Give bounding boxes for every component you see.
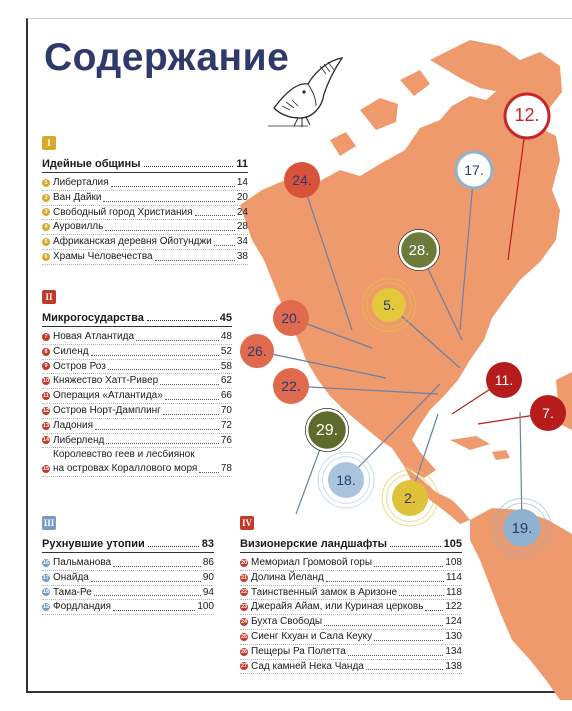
dot-leader <box>425 610 443 611</box>
dot-leader <box>111 186 235 187</box>
entry-number-badge: 2 <box>42 194 50 202</box>
entry-label: Княжество Хатт-Ривер <box>53 375 159 387</box>
dot-leader <box>113 566 201 567</box>
toc-entry[interactable] <box>42 600 214 615</box>
entry-page-number: 72 <box>220 419 232 431</box>
marker-label: 11. <box>494 372 514 388</box>
marker-label: 12. <box>514 105 540 125</box>
marker-label: 2. <box>404 490 416 506</box>
entry-number-badge: 23 <box>240 604 248 611</box>
entry-page-number: 52 <box>220 345 232 357</box>
section-2-heading[interactable] <box>42 312 232 327</box>
entry-number-badge: 19 <box>42 604 50 611</box>
dot-leader <box>95 429 219 430</box>
dot-leader <box>399 595 444 596</box>
entry-page-number: 38 <box>236 250 248 262</box>
entry-number-badge: 9 <box>42 362 50 370</box>
entry-number-badge: 13 <box>42 422 50 429</box>
dot-leader <box>163 414 219 415</box>
entry-page-number: 138 <box>445 660 462 672</box>
marker-label: 5. <box>383 297 395 313</box>
entry-page-number: 14 <box>236 177 248 188</box>
marker-label: 20. <box>281 310 301 326</box>
entry-label: Храмы Человечества <box>53 250 153 262</box>
entry-number-badge: 17 <box>42 574 50 581</box>
entry-page-number: 86 <box>202 557 214 568</box>
entry-label: Операция «Атлантида» <box>53 390 163 402</box>
entry-page-number: 66 <box>220 390 232 402</box>
toc-entry[interactable] <box>42 434 232 449</box>
entry-label: Остров Норт-Дамплинг <box>53 404 161 416</box>
entry-label: Силенд <box>53 345 89 357</box>
toc-entry[interactable] <box>240 600 462 615</box>
dot-leader <box>113 610 195 611</box>
section-4-entries <box>240 556 462 674</box>
entry-page-number: 108 <box>445 557 462 568</box>
entry-page-number: 124 <box>445 616 462 628</box>
section-heading-page: 11 <box>236 158 248 170</box>
section-2-entries <box>42 330 232 477</box>
dot-leader <box>165 399 219 400</box>
entry-number-badge: 25 <box>240 633 248 640</box>
entry-number-badge: 5 <box>42 238 50 246</box>
entry-number-badge: 10 <box>42 378 50 385</box>
entry-number-badge: 18 <box>42 589 50 596</box>
section-heading-label: Рухнувшие утопии <box>42 538 145 550</box>
entry-label: Фордландия <box>53 601 112 613</box>
toc-entry[interactable] <box>42 419 232 434</box>
entry-label: Бухта Свободы <box>251 616 323 628</box>
entry-page-number: 94 <box>202 586 214 598</box>
dot-leader <box>147 312 217 321</box>
entry-label-line-2: на островах Кораллового моря <box>53 463 198 475</box>
north-america-shape <box>240 88 560 478</box>
section-2-marker: II <box>42 290 56 304</box>
dot-leader <box>214 245 235 246</box>
toc-entry[interactable] <box>240 571 462 586</box>
section-heading-page: 83 <box>201 538 214 550</box>
toc-entry[interactable] <box>240 556 462 571</box>
map-marker[interactable] <box>478 395 566 431</box>
toc-entry[interactable] <box>42 571 214 586</box>
entry-label: Сад камней Нека Чанда <box>251 660 364 672</box>
toc-entry[interactable] <box>42 176 248 191</box>
map-marker[interactable] <box>296 408 349 514</box>
dot-leader <box>160 384 219 385</box>
toc-entry[interactable] <box>240 630 462 645</box>
entry-number-badge: 7 <box>42 333 50 341</box>
entry-number-badge: 21 <box>240 574 248 581</box>
entry-label: Свободный город Христиания <box>53 206 193 218</box>
page-title: Содержание <box>44 36 290 79</box>
entry-page-number: 78 <box>220 463 232 475</box>
entry-number-badge: 14 <box>42 437 50 444</box>
entry-number-badge: 8 <box>42 348 50 356</box>
marker-label: 19. <box>511 520 533 537</box>
section-1-heading[interactable] <box>42 158 248 173</box>
section-4 <box>240 516 462 674</box>
entry-page-number: 76 <box>220 434 232 446</box>
section-heading-label: Визионерские ландшафты <box>240 538 387 550</box>
entry-page-number: 130 <box>445 630 462 642</box>
section-3 <box>42 516 214 615</box>
toc-entry[interactable] <box>42 374 232 389</box>
entry-number-badge: 27 <box>240 663 248 670</box>
section-4-heading[interactable] <box>240 538 462 553</box>
section-heading-page: 45 <box>219 312 232 324</box>
dot-leader <box>348 655 443 656</box>
entry-number-badge: 1 <box>42 179 50 187</box>
entry-label: Джерайя Айам, или Куриная церковь <box>251 601 424 613</box>
entry-page-number: 58 <box>220 360 232 372</box>
entry-label <box>53 448 197 476</box>
entry-number-badge: 3 <box>42 208 50 216</box>
dot-leader <box>136 340 219 341</box>
marker-label: 17. <box>464 162 484 178</box>
marker-label: 24. <box>292 172 312 188</box>
section-2 <box>42 290 232 477</box>
marker-label: 28. <box>408 242 430 259</box>
entry-label: Онайда <box>53 571 89 583</box>
toc-entry[interactable] <box>42 389 232 404</box>
entry-page-number: 70 <box>220 404 232 416</box>
dot-leader <box>103 201 234 202</box>
entry-label-line-1: Королевство геев и лесбиянок <box>53 449 195 461</box>
toc-entry[interactable] <box>42 448 232 477</box>
entry-number-badge: 12 <box>42 407 50 414</box>
entry-label: Пальманова <box>53 557 112 568</box>
dot-leader <box>374 566 443 567</box>
toc-entry[interactable] <box>42 250 248 265</box>
dot-leader <box>91 581 201 582</box>
entry-page-number: 20 <box>236 191 248 203</box>
entry-page-number: 24 <box>236 206 248 218</box>
dot-leader <box>324 625 443 626</box>
toc-entry[interactable] <box>42 220 248 235</box>
section-3-heading[interactable] <box>42 538 214 553</box>
entry-number-badge: 20 <box>240 559 248 566</box>
entry-number-badge: 24 <box>240 618 248 625</box>
entry-label: Тама-Ре <box>53 586 92 598</box>
entry-label: Долина Йеланд <box>251 571 324 583</box>
section-heading-page: 105 <box>443 538 462 550</box>
dot-leader <box>374 640 443 641</box>
entry-page-number: 90 <box>202 571 214 583</box>
section-heading-label: Идейные общины <box>42 158 141 170</box>
entry-page-number: 48 <box>220 331 232 342</box>
entry-number-badge: 22 <box>240 589 248 596</box>
marker-label: 26. <box>247 343 267 359</box>
section-1-marker: I <box>42 136 56 150</box>
entry-page-number: 100 <box>197 601 214 613</box>
entry-page-number: 122 <box>445 601 462 613</box>
toc-entry[interactable] <box>240 615 462 630</box>
marker-label: 18. <box>336 472 356 488</box>
entry-number-badge: 4 <box>42 223 50 231</box>
marker-label: 22. <box>281 378 301 394</box>
dot-leader <box>106 443 219 444</box>
entry-page-number: 118 <box>446 586 462 598</box>
entry-number-badge: 6 <box>42 253 50 261</box>
entry-number-badge: 11 <box>43 392 49 399</box>
toc-entry[interactable] <box>240 660 462 675</box>
dot-leader <box>94 595 201 596</box>
dot-leader <box>155 260 235 261</box>
marker-label: 7. <box>542 405 554 421</box>
entry-label: Мемориал Громовой горы <box>251 557 373 568</box>
section-3-marker: III <box>43 518 55 528</box>
dot-leader <box>326 581 444 582</box>
toc-entry[interactable] <box>42 235 248 250</box>
entry-label: Ван Дайки <box>53 191 102 203</box>
toc-entry[interactable] <box>42 586 214 601</box>
dot-leader <box>199 472 219 473</box>
entry-label: Либерленд <box>53 434 105 446</box>
dot-leader <box>105 230 235 231</box>
dot-leader <box>108 369 219 370</box>
dot-leader <box>148 538 199 547</box>
toc-entry[interactable] <box>42 404 232 419</box>
owl-illustration <box>264 52 348 132</box>
section-1 <box>42 136 248 265</box>
section-1-entries <box>42 176 248 265</box>
entry-label: Остров Роз <box>53 360 106 372</box>
entry-label: Либерталия <box>53 177 109 188</box>
toc-entry[interactable] <box>42 191 248 206</box>
entry-number-badge: 15 <box>42 465 50 472</box>
entry-number-badge: 16 <box>42 559 50 566</box>
entry-label: Африканская деревня Ойотунджи <box>53 236 212 248</box>
dot-leader <box>195 215 235 216</box>
entry-label: Ауровилль <box>53 221 104 233</box>
entry-label: Ладония <box>53 419 94 431</box>
section-heading-label: Микрогосударства <box>42 312 144 324</box>
toc-entry[interactable] <box>240 645 462 660</box>
caribbean-islands <box>450 436 510 460</box>
entry-label: Пещеры Ра Полетта <box>251 645 346 657</box>
entry-number-badge: 26 <box>240 648 248 655</box>
toc-entry[interactable] <box>42 330 232 345</box>
entry-page-number: 28 <box>236 221 248 233</box>
dot-leader <box>390 538 441 547</box>
entry-page-number: 34 <box>236 236 248 248</box>
section-3-entries <box>42 556 214 615</box>
toc-entry[interactable] <box>42 360 232 375</box>
toc-entry[interactable] <box>42 345 232 360</box>
entry-label: Сиенг Кхуан и Сала Кеуку <box>251 630 373 642</box>
dot-leader <box>91 355 219 356</box>
dot-leader <box>144 158 234 167</box>
entry-page-number: 134 <box>445 645 462 657</box>
toc-entry[interactable] <box>42 206 248 221</box>
marker-label: 29. <box>315 422 339 439</box>
section-4-marker: IV <box>241 518 252 528</box>
dot-leader <box>366 669 443 670</box>
toc-entry[interactable] <box>42 556 214 571</box>
entry-page-number: 62 <box>220 375 232 387</box>
entry-label: Новая Атлантида <box>53 331 135 342</box>
entry-page-number: 114 <box>446 571 462 583</box>
entry-label: Таинственный замок в Аризоне <box>251 586 398 598</box>
toc-entry[interactable] <box>240 586 462 601</box>
